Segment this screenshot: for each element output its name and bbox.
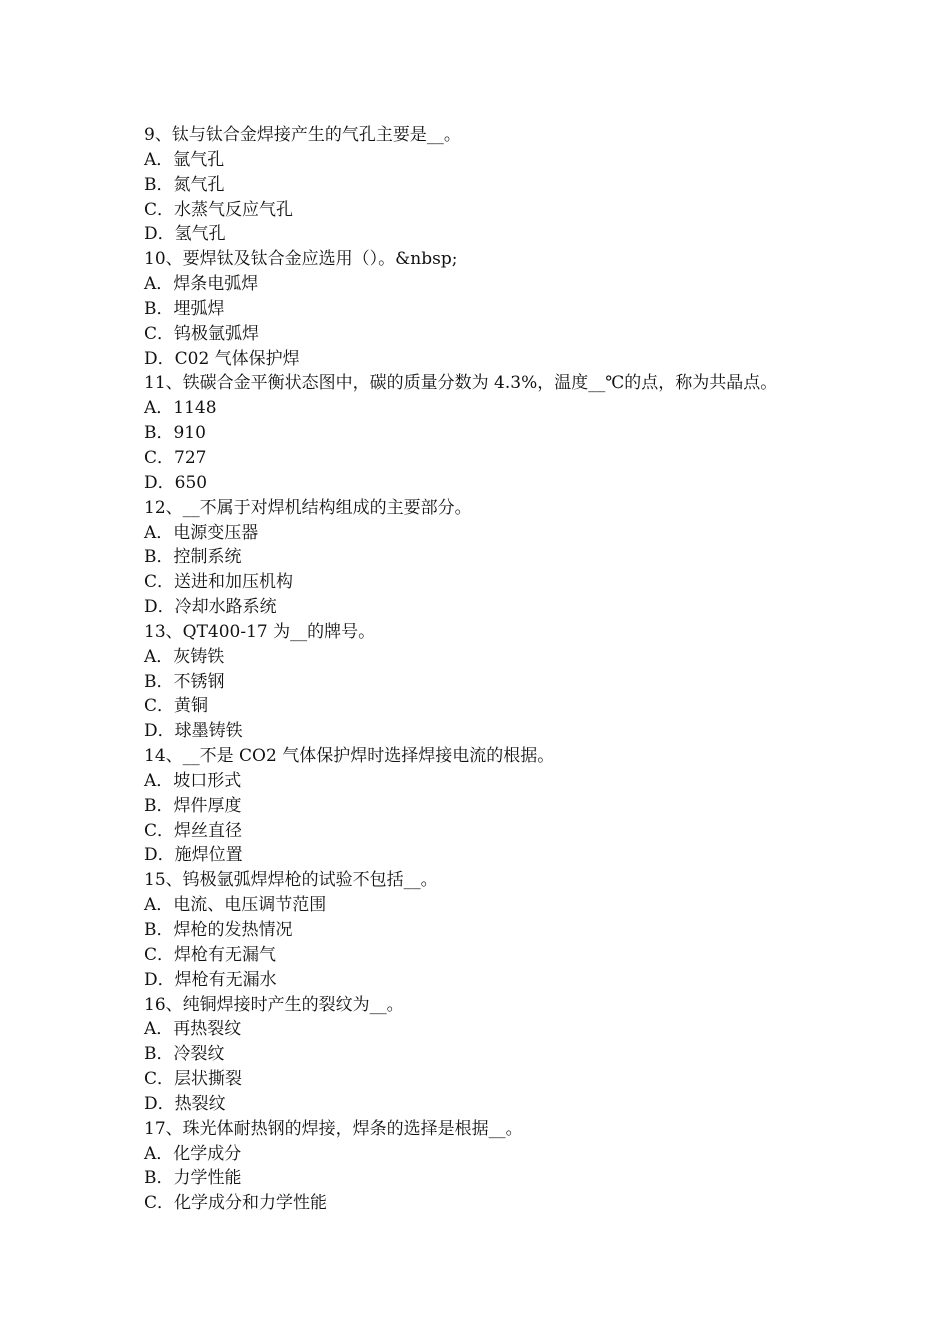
option-c: C．水蒸气反应气孔 <box>144 199 294 220</box>
option-c: C．化学成分和力学性能 <box>144 1193 328 1214</box>
option-b: B．控制系统 <box>144 547 242 568</box>
question-13: 13、QT400-17 为__的牌号。 <box>144 621 376 642</box>
option-d: D．C02 气体保护焊 <box>144 348 300 369</box>
option-c: C．焊丝直径 <box>144 820 243 841</box>
option-c: C．黄铜 <box>144 696 209 717</box>
option-a: A．化学成分 <box>144 1143 242 1164</box>
option-a: A．灰铸铁 <box>144 646 225 667</box>
question-9: 9、钛与钛合金焊接产生的气孔主要是__。 <box>144 125 461 145</box>
option-b: B．焊枪的发热情况 <box>144 920 293 940</box>
option-c: C．钨极氩弧焊 <box>144 323 260 344</box>
option-c: C．727 <box>144 447 207 468</box>
question-14: 14、__不是 CO2 气体保护焊时选择焊接电流的根据。 <box>144 746 555 767</box>
question-17: 17、珠光体耐热钢的焊接，焊条的选择是根据__。 <box>144 1118 523 1139</box>
option-a: A．电源变压器 <box>144 522 259 543</box>
option-d: D．球墨铸铁 <box>144 721 243 742</box>
option-b: B．冷裂纹 <box>144 1044 225 1065</box>
option-a: A．电流、电压调节范围 <box>144 895 327 916</box>
option-a: A．1148 <box>144 398 217 419</box>
option-b: B．氮气孔 <box>144 174 225 195</box>
option-b: B．焊件厚度 <box>144 795 242 816</box>
question-11: 11、铁碳合金平衡状态图中，碳的质量分数为 4.3%，温度__℃的点，称为共晶点。 <box>144 373 778 394</box>
option-b: B．不锈钢 <box>144 671 225 692</box>
option-d: D．650 <box>144 472 208 493</box>
option-b: B．力学性能 <box>144 1168 242 1189</box>
question-15: 15、钨极氩弧焊焊枪的试验不包括__。 <box>144 870 438 891</box>
option-a: A．坡口形式 <box>144 770 242 791</box>
option-a: A．氩气孔 <box>144 149 225 170</box>
option-d: D．冷却水路系统 <box>144 597 277 618</box>
option-a: A．焊条电弧焊 <box>144 274 259 295</box>
question-16: 16、纯铜焊接时产生的裂纹为__。 <box>144 994 404 1015</box>
option-d: D．焊枪有无漏水 <box>144 969 277 990</box>
question-12: 12、__不属于对焊机结构组成的主要部分。 <box>144 497 472 518</box>
option-b: B．埋弧焊 <box>144 298 225 319</box>
option-d: D．氢气孔 <box>144 224 226 245</box>
option-c: C．层状撕裂 <box>144 1069 243 1090</box>
option-a: A．再热裂纹 <box>144 1019 242 1040</box>
question-10: 10、要焊钛及钛合金应选用（）。&nbsp; <box>144 249 458 270</box>
option-c: C．送进和加压机构 <box>144 572 294 593</box>
option-b: B．910 <box>144 423 206 444</box>
option-d: D．施焊位置 <box>144 845 243 866</box>
option-d: D．热裂纹 <box>144 1093 226 1114</box>
question-list <box>144 123 834 1216</box>
option-c: C．焊枪有无漏气 <box>144 944 277 965</box>
